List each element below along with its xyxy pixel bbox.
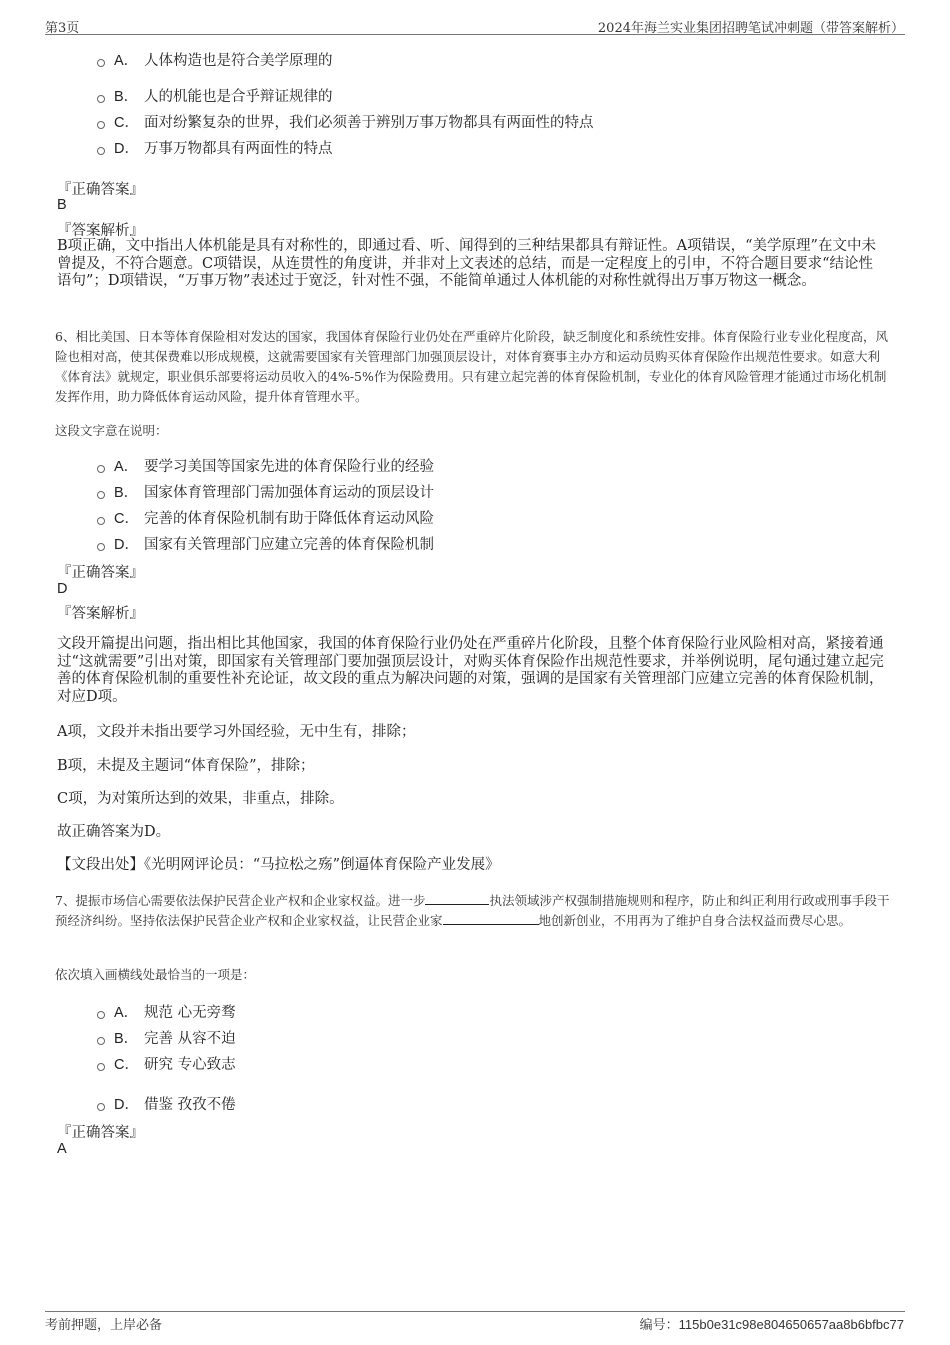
radio-icon[interactable] xyxy=(97,59,105,67)
radio-icon[interactable] xyxy=(97,1063,105,1071)
document-title: 2024年海兰实业集团招聘笔试冲刺题（带答案解析） xyxy=(597,21,904,36)
radio-icon[interactable] xyxy=(97,121,105,129)
q6-analysis-option-a: A项，文段并未指出要学习外国经验，无中生有，排除； xyxy=(57,724,416,740)
radio-icon[interactable] xyxy=(97,1103,105,1111)
fill-blank-2[interactable] xyxy=(443,912,539,925)
q5-analysis: B项正确，文中指出人体机能是具有对称性的，即通过看、听、闻得到的三种结果都具有辩证性。A项错误，“美学原理”在文中未曾提及，不符合题意。C项错误，从连贯性的角度讲，并非对上文表述的总结，而是一定程度上的引申，不符合题目要求“结论性语句”；D项错误，“万事万物”表述过于宽泛，针对性不强，不能简单通过人体机能的对称性就得出万事万物这一概念。 xyxy=(57,238,876,289)
q6-answer-label: 『正确答案』 xyxy=(57,565,144,581)
q6-analysis-paragraph: 文段开篇提出问题，指出相比其他国家，我国的体育保险行业仍处在严重碎片化阶段，且整个体育保险行业风险相对高，紧接着通过“这就需要”引出对策，即国家有关管理部门要加强顶层设计，对购买体育保险作出规范性要求，并举例说明，尾句通过建立起完善的体育保险机制的重要性补充论证，故文段的重点为解决问题的对策，强调的是国家有关管理部门应建立完善的体育保险机制，对应D项。 xyxy=(57,636,884,705)
q6-option-c[interactable]: C． 完善的体育保险机制有助于降低体育运动风险 xyxy=(97,506,434,528)
radio-icon[interactable] xyxy=(97,147,105,155)
q7-option-c[interactable]: C． 研究 专心致志 xyxy=(97,1052,236,1074)
radio-icon[interactable] xyxy=(97,543,105,551)
q5-analysis-label: 『答案解析』 xyxy=(57,223,144,239)
footer-code: 编号：115b0e31c98e804650657aa8b6bfbc77 xyxy=(639,1317,904,1333)
q5-answer: B xyxy=(57,197,67,213)
q5-option-a[interactable]: A． 人体构造也是符合美学原理的 xyxy=(97,48,333,70)
q6-stem: 6、相比美国、日本等体育保险相对发达的国家，我国体育保险行业仍处在严重碎片化阶段，缺乏制度化和系统性安排。体育保险行业专业化程度高，风险也相对高，使其保费难以形成规模，这就需要国家有关管理部门加强顶层设计，对体育赛事主办方和运动员购买体育保险作出规范性要求。如意大利《体育法》就规定，职业俱乐部要将运动员收入的4%-5%作为保险费用。只有建立起完善的体育保险机制，专业化的体育风险管理才能通过市场化机制发挥作用，助力降低体育运动风险，提升体育管理水平。 xyxy=(55,329,888,404)
q6-answer: D xyxy=(57,581,68,597)
q7-prompt: 依次填入画横线处最恰当的一项是： xyxy=(55,967,256,982)
q6-source: 【文段出处】《光明网评论员：“马拉松之殇”倒逼体育保险产业发展》 xyxy=(57,857,500,873)
q5-answer-label: 『正确答案』 xyxy=(57,182,144,198)
header-rule xyxy=(45,34,905,35)
footer-rule xyxy=(45,1311,905,1312)
footer-slogan: 考前押题，上岸必备 xyxy=(45,1318,163,1333)
q6-option-a[interactable]: A． 要学习美国等国家先进的体育保险行业的经验 xyxy=(97,454,434,476)
q6-option-b[interactable]: B． 国家体育管理部门需加强体育运动的顶层设计 xyxy=(97,480,434,502)
q7-answer: A xyxy=(57,1141,67,1157)
q5-option-d[interactable]: D． 万事万物都具有两面性的特点 xyxy=(97,136,333,158)
radio-icon[interactable] xyxy=(97,465,105,473)
radio-icon[interactable] xyxy=(97,95,105,103)
q5-option-b[interactable]: B． 人的机能也是合乎辩证规律的 xyxy=(97,84,333,106)
radio-icon[interactable] xyxy=(97,517,105,525)
q5-option-c[interactable]: C． 面对纷繁复杂的世界，我们必须善于辨别万事万物都具有两面性的特点 xyxy=(97,110,594,132)
q6-analysis-option-c: C项，为对策所达到的效果，非重点，排除。 xyxy=(57,791,344,807)
q7-option-d[interactable]: D． 借鉴 孜孜不倦 xyxy=(97,1092,236,1114)
radio-icon[interactable] xyxy=(97,1011,105,1019)
page-number: 第3页 xyxy=(45,21,80,36)
q6-analysis-label: 『答案解析』 xyxy=(57,606,144,622)
radio-icon[interactable] xyxy=(97,491,105,499)
q7-stem: 7、提振市场信心需要依法保护民营企业产权和企业家权益。进一步 执法领域涉产权强制措施规则和程序，防止和纠正利用行政或刑事手段干预经济纠纷。坚持依法保护民营企业产权和企业家权益，让民营企业家 地创新创业，不用再为了维护自身合法权益而费尽心思。 xyxy=(55,893,890,928)
q6-analysis-option-b: B项，未提及主题词“体育保险”，排除； xyxy=(57,758,315,774)
q6-analysis-conclusion: 故正确答案为D。 xyxy=(57,824,171,840)
q6-option-d[interactable]: D． 国家有关管理部门应建立完善的体育保险机制 xyxy=(97,532,434,554)
q7-option-a[interactable]: A． 规范 心无旁骛 xyxy=(97,1000,236,1022)
q7-option-b[interactable]: B． 完善 从容不迫 xyxy=(97,1026,236,1048)
q7-answer-label: 『正确答案』 xyxy=(57,1125,144,1141)
q6-prompt: 这段文字意在说明： xyxy=(55,423,168,438)
radio-icon[interactable] xyxy=(97,1037,105,1045)
fill-blank-1[interactable] xyxy=(425,892,489,905)
